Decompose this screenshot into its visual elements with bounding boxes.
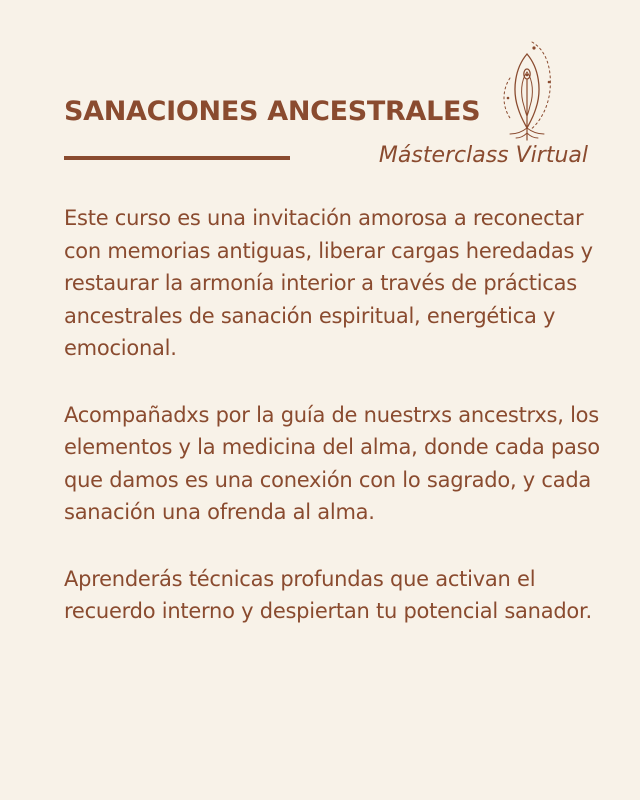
page-subtitle: Másterclass Virtual	[378, 143, 588, 168]
description-paragraph-2: Acompañadxs por la guía de nuestrxs ancestrxs, los elementos y la medicina del alma, donde cada paso que damos es una conexión con lo sagrado, y cada sanación una ofrenda al alma.	[64, 402, 600, 524]
feather-icon	[496, 38, 558, 142]
course-description	[64, 202, 604, 662]
title-underline	[64, 156, 290, 160]
description-paragraph-1: Este curso es una invitación amorosa a reconectar con memorias antiguas, liberar cargas heredadas y restaurar la armonía interior a través de prácticas ancestrales de sanación espiritual, energética y emocional.	[64, 206, 593, 360]
description-paragraph-3: Aprenderás técnicas profundas que activan el recuerdo interno y despiertan tu potencial sanador.	[64, 566, 592, 623]
page-title: SANACIONES ANCESTRALES	[64, 96, 481, 127]
